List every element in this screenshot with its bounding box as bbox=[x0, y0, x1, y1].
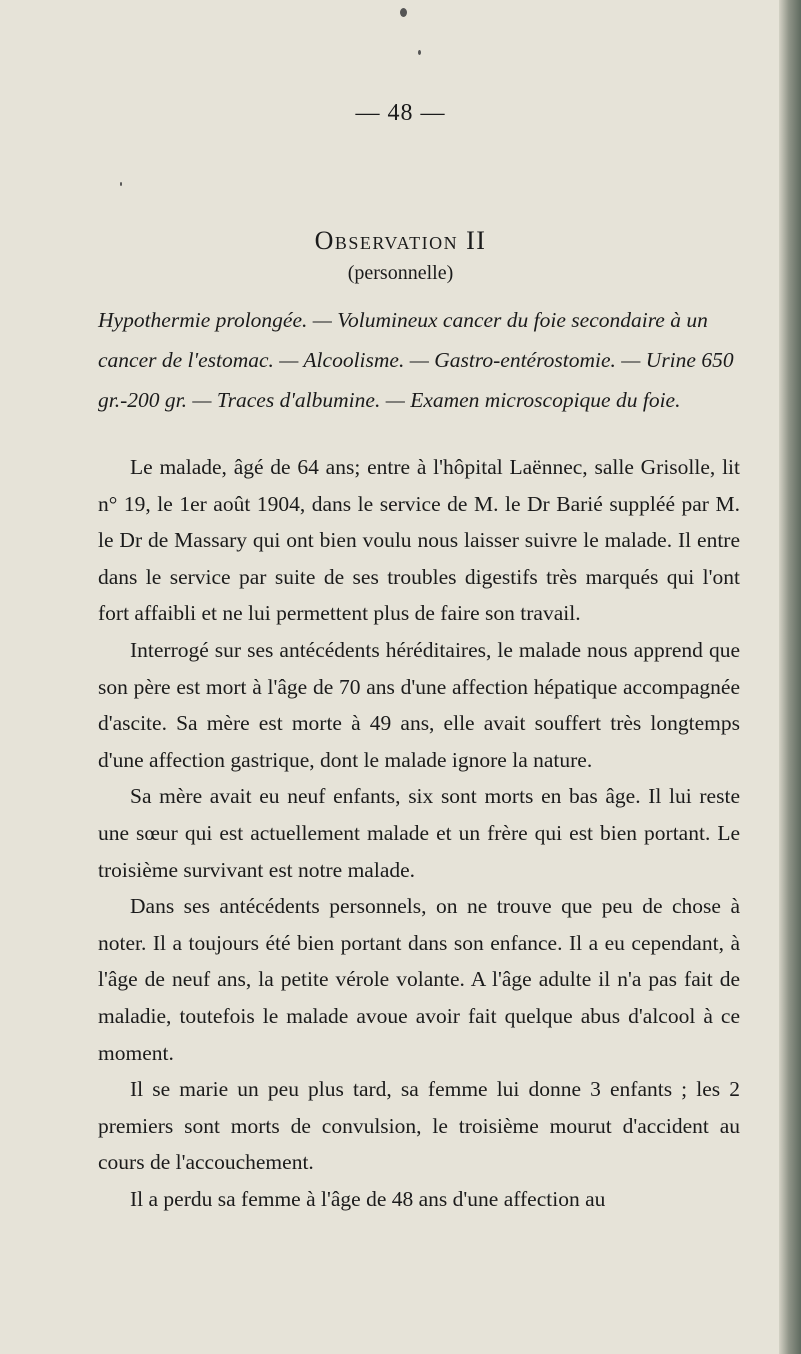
paragraph-siblings: Sa mère avait eu neuf enfants, six sont morts en bas âge. Il lui reste une sœur qui est actuellement malade et un frère qui est bien portant. Le troisième survivant est notre malade. bbox=[98, 784, 740, 882]
scan-edge-shadow bbox=[779, 0, 801, 1354]
paragraph-admission: Le malade, âgé de 64 ans; entre à l'hôpital Laënnec, salle Grisolle, lit n° 19, le 1er août 1904, dans le service de M. le Dr Barié suppléé par M. le Dr de Massary qui ont bien voulu nous laisser suivre le malade. Il entre dans le service par suite de ses troubles digestifs très marqués qui l'ont fort affaibli et ne lui permettent plus de faire son travail. bbox=[98, 455, 740, 626]
case-body bbox=[98, 449, 740, 1217]
ink-speck bbox=[400, 8, 407, 17]
paragraph-wife: Il a perdu sa femme à l'âge de 48 ans d'une affection au bbox=[130, 1186, 606, 1211]
page-number: — 48 — bbox=[355, 100, 446, 126]
case-summary: Hypothermie prolongée. — Volumineux cancer du foie secondaire à un cancer de l'estomac. — Alcoolisme. — Gastro-entérostomie. — Urine 650 gr.-200 gr. — Traces d'albumine. — Examen microscopique du foie. bbox=[98, 308, 734, 412]
paragraph-personal-history: Dans ses antécédents personnels, on ne trouve que peu de chose à noter. Il a toujours été bien portant dans son enfance. Il a eu cependant, à l'âge de neuf ans, la petite vérole volante. A l'âge adulte il n'a pas fait de maladie, toutefois le malade avoue avoir fait quelque abus d'alcool à ce moment. bbox=[98, 894, 740, 1065]
observation-subtitle: (personnelle) bbox=[347, 262, 454, 284]
paragraph-children: Il se marie un peu plus tard, sa femme lui donne 3 enfants ; les 2 premiers sont morts de convulsion, le troisième mourut d'accident au cours de l'accouchement. bbox=[98, 1077, 740, 1175]
observation-title: Observation II bbox=[314, 226, 487, 255]
paragraph-hereditary-history: Interrogé sur ses antécédents héréditaires, le malade nous apprend que son père est mort à l'âge de 70 ans d'une affection hépatique accompagnée d'ascite. Sa mère est morte à 49 ans, elle avait souffert très longtemps d'une affection gastrique, dont le malade ignore la nature. bbox=[98, 637, 740, 772]
ink-speck bbox=[418, 50, 421, 55]
ink-speck bbox=[120, 182, 122, 186]
